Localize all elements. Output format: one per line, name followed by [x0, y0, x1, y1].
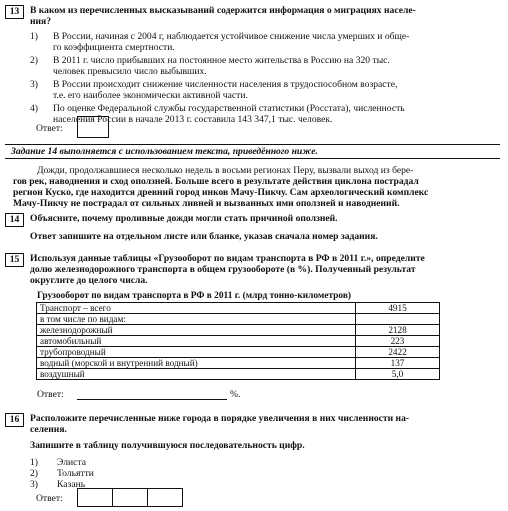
question-15-text-line-3: округлите до целого числа.	[30, 275, 148, 286]
row-value: 5,0	[356, 369, 440, 380]
q13-answer-box[interactable]	[77, 116, 109, 138]
row-value: 4915	[356, 303, 440, 314]
question-16-text-line-2: селения.	[30, 424, 67, 435]
question-13-text-line-2: ния?	[30, 16, 52, 27]
q16-answer-label: Ответ:	[36, 493, 63, 504]
q13-option-4-line-2: населения России в начале 2013 г. составила 143 347,1 тыс. человек.	[53, 114, 333, 125]
q13-option-1-line-2: го коэффициента смертности.	[53, 42, 175, 53]
row-label: водный (морской и внутренний водный)	[37, 358, 356, 369]
q16-city-1-number: 1)	[30, 457, 38, 468]
question-16-text-line-1: Расположите перечисленные ниже города в порядке увеличения в них численности на-	[30, 413, 410, 424]
q15-answer-suffix: %.	[230, 389, 241, 400]
q13-option-3-line-2: т.е. его наиболее экономически активной части.	[53, 90, 248, 101]
table-row	[37, 358, 440, 369]
row-value: 2422	[356, 347, 440, 358]
q16-city-1-name: Элиста	[57, 457, 86, 468]
q13-option-1-line-1: В России, начиная с 2004 г, наблюдается устойчивое снижение числа умерших и обще-	[53, 31, 410, 42]
passage-line-1: Дожди, продолжавшиеся несколько недель в восьми регионах Перу, вызвали выход из бере-	[37, 165, 414, 176]
q16-city-3-number: 3)	[30, 479, 38, 490]
q13-answer-label: Ответ:	[36, 123, 63, 134]
q15-answer-line[interactable]	[77, 399, 227, 400]
row-value: 2128	[356, 325, 440, 336]
q13-option-4-number: 4)	[30, 103, 38, 114]
answer-cell-2[interactable]	[113, 489, 148, 507]
row-label: Транспорт – всего	[37, 303, 356, 314]
row-value: 223	[356, 336, 440, 347]
row-label: автомобильный	[37, 336, 356, 347]
q13-option-3-line-1: В России происходит снижение численности населения в трудоспособном возрасте,	[53, 79, 398, 90]
table-row	[37, 303, 440, 314]
q16-city-3-name: Казань	[57, 479, 86, 490]
task-14-banner	[5, 144, 500, 159]
table-row	[37, 336, 440, 347]
question-13-text-line-1: В каком из перечисленных высказываний содержится информация о миграциях населе-	[30, 5, 416, 16]
table-title: Грузооборот по видам транспорта в РФ в 2011 г. (млрд тонно-километров)	[37, 291, 352, 301]
q13-option-2-line-1: В 2011 г. число прибывших на постоянное место жительства в Россию на 320 тыс.	[53, 55, 390, 66]
answer-cell-1[interactable]	[78, 489, 113, 507]
table-row	[37, 347, 440, 358]
q15-answer-label: Ответ:	[37, 389, 64, 400]
row-label: в том числе по видам:	[37, 314, 356, 325]
row-label: трубопроводный	[37, 347, 356, 358]
answer-cell-3[interactable]	[148, 489, 183, 507]
question-number-15: 15	[5, 253, 24, 267]
question-number-14: 14	[5, 213, 24, 227]
question-15-text-line-2: долю железнодорожного транспорта в общем грузообороте (в %). Полученный результат	[30, 264, 416, 275]
table-row	[37, 369, 440, 380]
passage-line-3: регион Куско, где находится древний город инков Мачу-Пикчу. Сам археологический комплекс	[13, 187, 429, 198]
q13-option-3-number: 3)	[30, 79, 38, 90]
q13-option-2-number: 2)	[30, 55, 38, 66]
passage-line-4: Мачу-Пикчу не пострадал от сильных ливней и вызванных ими оползней и наводнений.	[13, 198, 400, 209]
q13-option-2-line-2: человек превысило число выбывших.	[53, 66, 207, 77]
q16-city-2-name: Тольятти	[57, 468, 94, 479]
q16-city-2-number: 2)	[30, 468, 38, 479]
q13-option-1-number: 1)	[30, 31, 38, 42]
row-label: железнодорожный	[37, 325, 356, 336]
passage-line-2: гов рек, наводнения и сход оползней. Больше всего в результате действия циклона пострадал	[13, 176, 419, 187]
q13-option-4-line-1: По оценке Федеральной службы государственной статистики (Росстата), численность	[53, 103, 405, 114]
freight-table	[36, 302, 440, 380]
question-number-13: 13	[5, 5, 24, 19]
row-label: воздушный	[37, 369, 356, 380]
q16-answer-cells	[77, 488, 183, 507]
table-row	[37, 314, 440, 325]
question-16-instruction: Запишите в таблицу получившуюся последовательность цифр.	[30, 440, 305, 451]
task-14-banner-text: Задание 14 выполняется с использованием текста, приведённого ниже.	[11, 146, 318, 157]
question-14-text: Объясните, почему проливные дожди могли стать причиной оползней.	[30, 213, 338, 224]
question-15-text-line-1: Используя данные таблицы «Грузооборот по видам транспорта в РФ в 2011 г.», определите	[30, 253, 425, 264]
table-row	[37, 325, 440, 336]
question-14-instruction: Ответ запишите на отдельном листе или бланке, указав сначала номер задания.	[30, 231, 378, 242]
question-number-16: 16	[5, 413, 24, 427]
row-value	[356, 314, 440, 325]
row-value: 137	[356, 358, 440, 369]
